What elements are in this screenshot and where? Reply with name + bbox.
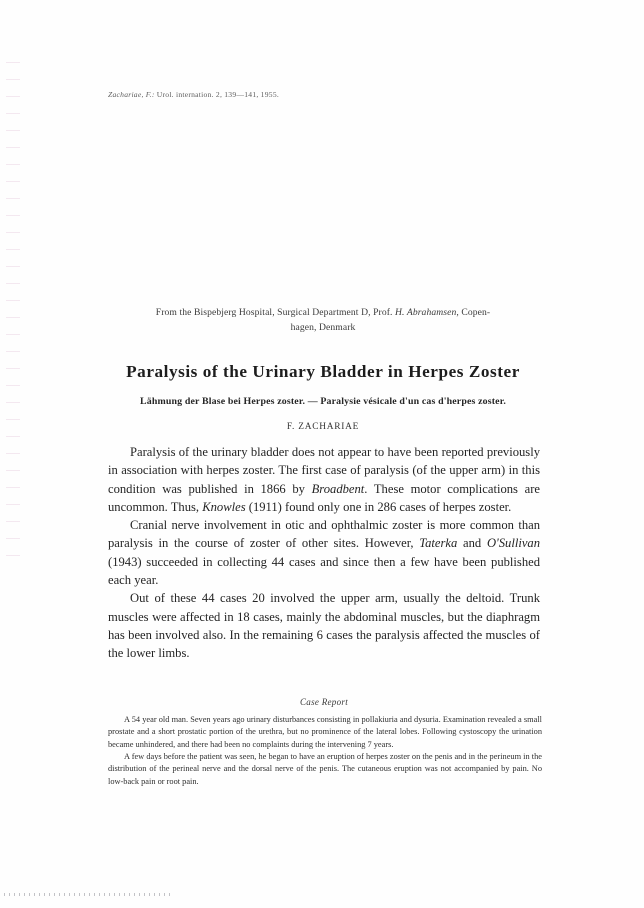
article-body <box>108 443 540 663</box>
article-author: F. ZACHARIAE <box>286 421 360 432</box>
article-title: Paralysis of the Urinary Bladder in Herpes Zoster <box>126 362 520 381</box>
p1-segment-a: Paralysis of the urinary bladder does not appear to have been reported previously in association with herpes zoster. The first case of paralysis (of the upper arm) in this condition was published in 1866 by <box>108 445 540 496</box>
p2-segment-c: (1943) succeeded in collecting 44 cases and since then a few have been published each year. <box>108 554 540 588</box>
p2-citation-osullivan: O'Sullivan <box>486 536 540 551</box>
affiliation-line1-post: , Copen- <box>456 307 491 318</box>
body-paragraph-3: Out of these 44 cases 20 involved the upper arm, usually the deltoid. Trunk muscles were affected in 18 cases, mainly the abdominal muscles, but the diaphragm has been involved also. In the remaining 6 cases the paralysis affected the muscles of the lower limbs. <box>108 591 540 661</box>
p2-segment-a: Cranial nerve involvement in otic and ophthalmic zoster is more common than paralysis in the course of zoster of other sites. However, <box>108 518 540 551</box>
affiliation <box>108 306 538 335</box>
case-report-paragraph-2: A few days before the patient was seen, he began to have an eruption of herpes zoster on the penis and in the perineum in the distribution of the perineal nerve and the dorsal nerve of the penis. The cutaneous eruption was not accompanied by pain. No low-back pain or root pain. <box>108 752 542 786</box>
affiliation-professor-name: H. Abrahamsen <box>395 307 457 318</box>
p1-citation-knowles: Knowles <box>202 499 246 514</box>
title-block <box>108 306 538 432</box>
p2-segment-b: and <box>457 536 487 551</box>
scan-artifact-bottom-edge <box>4 893 172 896</box>
p2-citation-taterka: Taterka <box>419 536 458 551</box>
running-head-author: Zachariae, F.: <box>108 90 155 99</box>
affiliation-line2: hagen, Denmark <box>290 321 356 333</box>
scan-artifact-left-margin <box>6 62 20 562</box>
affiliation-line1-pre: From the Bispebjerg Hospital, Surgical Department D, Prof. <box>155 307 396 318</box>
case-report-paragraph-1: A 54 year old man. Seven years ago urinary disturbances consisting in pollakiuria and dysuria. Examination revealed a small prostate and a short prostatic portion of the urethra, but no prominence of the lateral lobes. Following cystoscopy the urination became unhindered, and there had been no complaints during the intervening 7 years. <box>108 715 542 749</box>
p1-citation-broadbent: Broadbent <box>311 481 365 496</box>
body-paragraph-1 <box>108 443 540 516</box>
article-subtitle-multilingual: Lähmung der Blase bei Herpes zoster. — Paralysie vésicale d'un cas d'herpes zoster. <box>140 395 506 407</box>
body-paragraph-2 <box>108 516 540 589</box>
running-head-reference: Urol. internation. 2, 139—141, 1955. <box>154 90 280 99</box>
running-head-citation <box>108 90 548 99</box>
case-report-heading: Case Report <box>299 697 349 707</box>
p1-segment-c: (1911) found only one in 286 cases of herpes zoster. <box>245 499 512 514</box>
p1-segment-b: . These motor complications are uncommon. Thus, <box>108 481 540 514</box>
case-report-body <box>108 714 542 788</box>
